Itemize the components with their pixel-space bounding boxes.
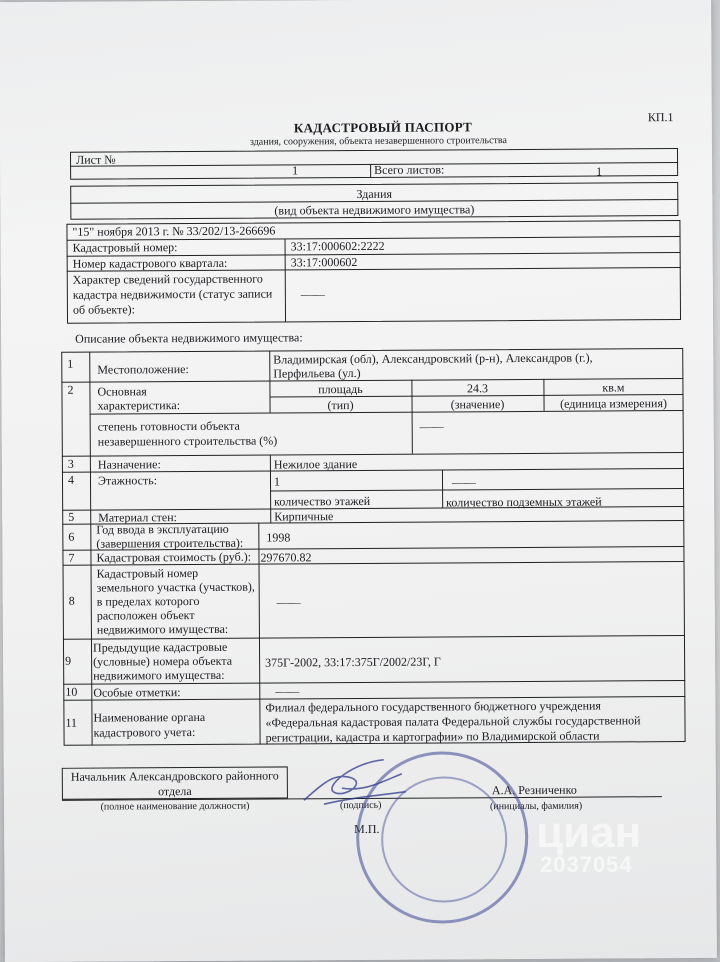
- official-position-line1: Начальник Александровского районного: [70, 768, 279, 784]
- row6-value: 1998: [266, 530, 291, 545]
- row10-label: Особые отметки:: [93, 685, 181, 700]
- total-sheets-label: Всего листов:: [374, 162, 445, 177]
- description-heading: Описание объекта недвижимого имущества:: [75, 330, 303, 346]
- sheet-label: Лист №: [75, 152, 116, 167]
- official-name: А.А. Резниченко: [491, 782, 577, 798]
- row8-value: ——: [276, 595, 301, 610]
- row8-label-line3: в пределах которого: [96, 593, 200, 609]
- readiness-value: ——: [419, 419, 444, 434]
- floors-caption: количество этажей: [274, 493, 371, 509]
- row5-number: 5: [68, 509, 75, 524]
- form-code: КП.1: [647, 110, 674, 125]
- row9-number: 9: [65, 653, 72, 668]
- characteristic-type-caption: (тип): [327, 398, 354, 413]
- row3-number: 3: [67, 456, 74, 471]
- quarter-value: 33:17:000602: [290, 255, 358, 270]
- status-value: ——: [300, 287, 325, 302]
- characteristic-value-caption: (значение): [450, 397, 505, 412]
- readiness-label-line2: незавершенного строительства (%): [97, 433, 278, 449]
- position-caption: (полное наименование должности): [100, 800, 250, 813]
- row4-label: Этажность:: [97, 473, 158, 488]
- characteristic-value: 24.3: [466, 381, 488, 396]
- cadastral-number-value: 33:17:000602:2222: [290, 238, 385, 254]
- row1-value-line1: Владимирская (обл), Александровский (р-н), Александров (г.),: [273, 350, 593, 367]
- seal-label: М.П.: [354, 821, 380, 837]
- floors-value: 1: [273, 474, 281, 489]
- total-sheets-value: 1: [596, 164, 603, 179]
- object-type-value: Здания: [356, 186, 393, 202]
- row8-label-line1: Кадастровый номер: [96, 565, 199, 581]
- status-label-line3: об объекте):: [72, 302, 136, 317]
- row2-label-line2: характеристика:: [97, 398, 181, 413]
- signature-caption: (подпись): [339, 799, 382, 812]
- characteristic-unit-caption: (единица измерения): [560, 396, 668, 411]
- row6-label-line2: (завершения строительства):: [96, 535, 244, 551]
- official-position-line2: отдела: [158, 784, 192, 799]
- row5-value: Кирпичные: [274, 509, 334, 524]
- row9-value: 375Г-2002, 33:17:375Г/2002/23Г, Г: [265, 654, 441, 670]
- row7-label: Кадастровая стоимость (руб.):: [96, 549, 252, 565]
- status-label-line2: кадастра недвижимости (статус записи: [72, 286, 273, 302]
- row4-number: 4: [67, 472, 75, 487]
- row7-number: 7: [68, 550, 75, 565]
- row9-label-line2: (условные) номера объекта: [93, 653, 233, 669]
- row10-value: ——: [275, 684, 300, 699]
- row11-label-line2: кадастрового учета:: [93, 724, 196, 740]
- characteristic-type: площадь: [318, 381, 363, 397]
- row8-label-line4: расположен объект: [96, 608, 195, 623]
- official-name-caption: (инициалы, фамилия): [489, 800, 583, 813]
- cadastral-number-label: Кадастровый номер:: [72, 240, 178, 255]
- official-seal-stamp: [356, 751, 529, 924]
- row2-number: 2: [67, 382, 74, 397]
- row9-label-line3: недвижимого имущества:: [93, 667, 225, 683]
- row5-label: Материал стен:: [98, 510, 178, 525]
- row3-value: Нежилое здание: [273, 457, 358, 472]
- row9-label-line1: Предыдущие кадастровые: [92, 639, 228, 655]
- document-title: КАДАСТРОВЫЙ ПАСПОРТ: [293, 119, 473, 136]
- quarter-label: Номер кадастрового квартала:: [72, 255, 228, 271]
- row8-label-line2: земельного участка (участков),: [96, 579, 255, 595]
- watermark-id: 2037054: [540, 852, 633, 877]
- underground-floors-caption: количество подземных этажей: [446, 494, 602, 510]
- row3-label: Назначение:: [97, 457, 161, 472]
- characteristic-unit: кв.м: [602, 380, 625, 395]
- sheet-value: 1: [292, 163, 299, 178]
- readiness-label-line1: степень готовности объекта: [97, 418, 240, 434]
- row11-value-line1: Филиал федерального государственного бюджетного учреждения: [265, 698, 601, 715]
- row6-number: 6: [68, 529, 75, 544]
- row2-label-line1: Основная: [97, 384, 147, 399]
- registry-date-number: "15" ноября 2013 г. № 33/202/13-266696: [72, 223, 276, 239]
- watermark-brand: циан: [536, 808, 642, 857]
- row11-value-line2: «Федеральная кадастровая палата Федеральной службы государственной: [265, 713, 641, 730]
- row11-value-line3: регистрации, кадастра и картографии» по Владимирской области: [265, 728, 600, 745]
- status-label-line1: Характер сведений государственного: [72, 271, 263, 287]
- row10-number: 10: [65, 684, 78, 699]
- row8-number: 8: [68, 593, 75, 608]
- row1-label: Местоположение:: [97, 362, 189, 377]
- row7-value: 297670.82: [260, 550, 312, 565]
- row1-number: 1: [67, 356, 74, 371]
- row6-label-line1: Год ввода в эксплуатацию: [96, 521, 229, 537]
- document-subtitle: здания, сооружения, объекта незавершенного строительства: [249, 135, 507, 148]
- object-type-caption: (вид объекта недвижимого имущества): [274, 202, 475, 218]
- row11-label-line1: Наименование органа: [93, 709, 206, 725]
- row1-value-line2: Перфильева (ул.): [273, 365, 361, 381]
- row11-number: 11: [65, 715, 78, 730]
- underground-floors-value: ——: [451, 475, 477, 490]
- row8-label-line5: недвижимого имущества:: [96, 621, 229, 637]
